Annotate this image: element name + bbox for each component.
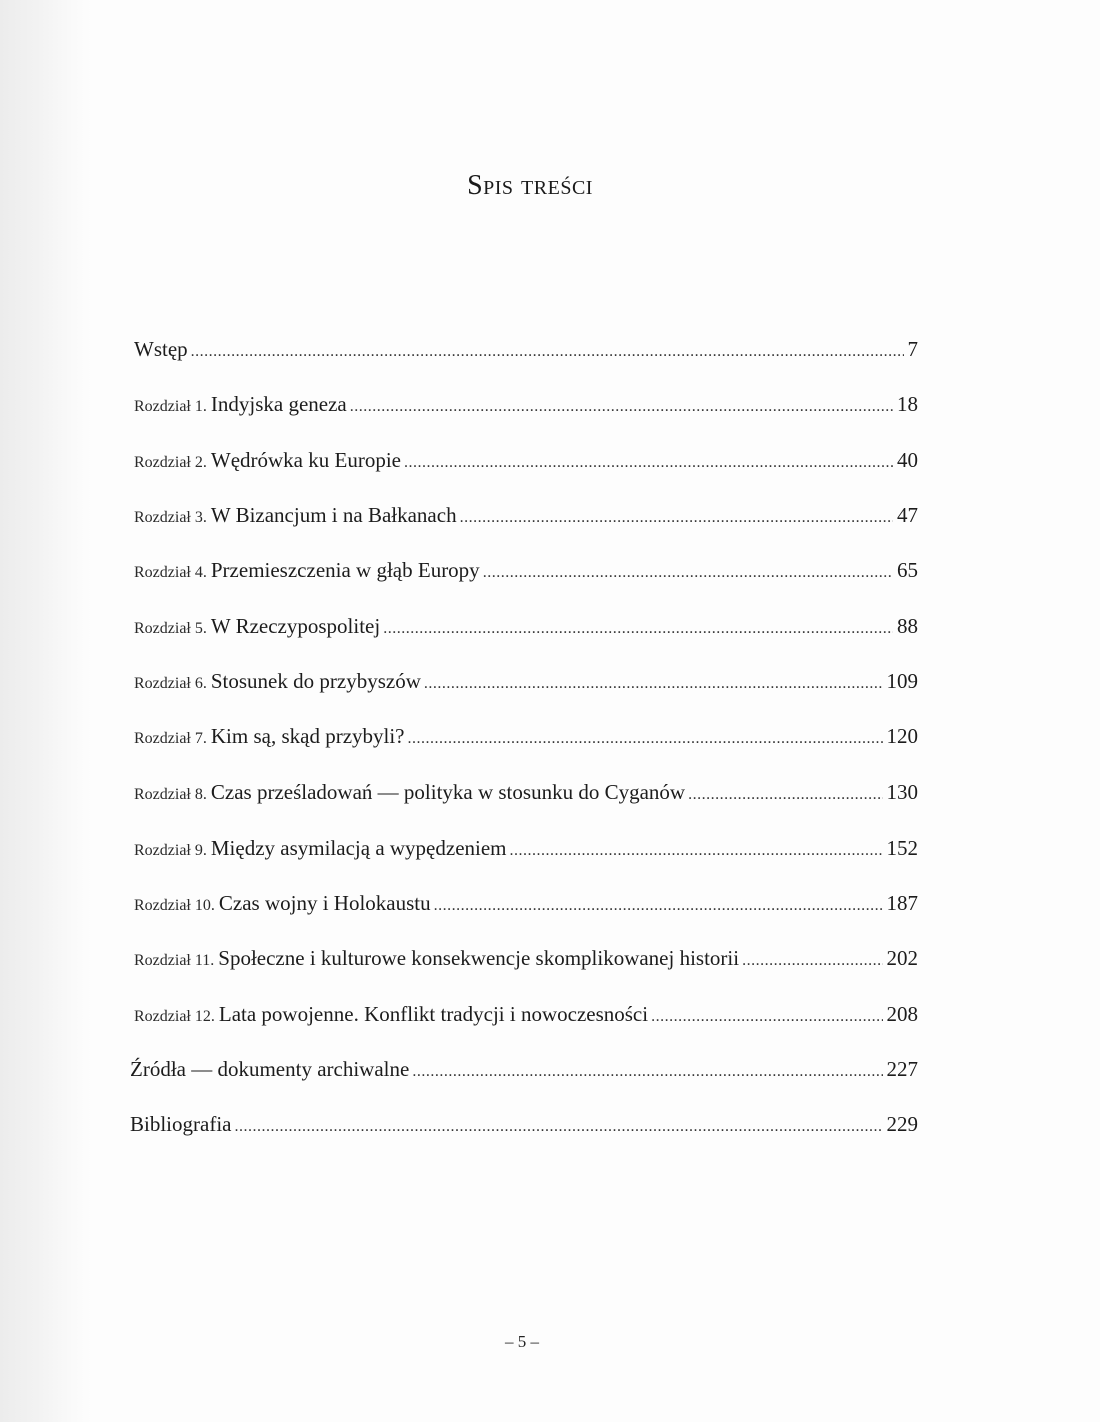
toc-entry-page: 47 [897, 503, 918, 527]
toc-entry-title: Bibliografia [130, 1112, 232, 1136]
toc-entry-prefix: Rozdział 8. [134, 786, 211, 803]
toc-entry-page: 152 [886, 836, 918, 860]
toc-entry-title: Czas wojny i Holokaustu [218, 891, 431, 915]
toc-dot-leader [460, 502, 893, 531]
toc-dot-leader [408, 723, 883, 752]
toc-entry [134, 554, 918, 586]
toc-entry-page: 40 [897, 448, 918, 472]
page-title: Spis treści [467, 170, 593, 201]
toc-entry-label [134, 444, 401, 476]
toc-dot-leader [412, 1056, 882, 1085]
toc-dot-leader [424, 668, 883, 697]
toc-dot-leader [742, 945, 882, 974]
toc-entry [134, 610, 918, 642]
toc-entry-title: Wędrówka ku Europie [210, 448, 401, 472]
toc-entry [130, 1108, 918, 1140]
toc-dot-leader [651, 1001, 882, 1030]
toc-entry-label [134, 720, 405, 752]
toc-entry-title: Indyjska geneza [210, 392, 347, 416]
toc-entry-label [134, 388, 347, 420]
toc-entry-prefix: Rozdział 10. [134, 897, 219, 914]
toc-entry [134, 832, 918, 864]
toc-entry-page: 65 [897, 558, 918, 582]
toc-dot-leader [350, 391, 893, 420]
toc-entry-page: 120 [886, 724, 918, 748]
toc-entry-label [134, 998, 648, 1030]
toc-dot-leader [191, 336, 904, 365]
toc-entry-label [130, 1108, 231, 1140]
toc-entry-page: 227 [886, 1057, 918, 1081]
toc-entry [134, 942, 918, 974]
toc-entry-page: 109 [886, 669, 918, 693]
toc-entry-page: 7 [907, 337, 918, 361]
toc-dot-leader [434, 890, 883, 919]
toc-dot-leader [688, 779, 882, 808]
toc-entry-label [130, 1053, 409, 1085]
toc-entry-page: 202 [886, 946, 918, 970]
toc-entry-title: Między asymilacją a wypędzeniem [210, 836, 507, 860]
toc-entry-label [134, 610, 380, 642]
toc-entry-label [134, 499, 457, 531]
toc-entry-page: 88 [897, 614, 918, 638]
toc-entry-title: Społeczne i kulturowe konsekwencje skomplikowanej historii [218, 946, 740, 970]
toc-entry-prefix: Rozdział 1. [134, 398, 211, 415]
toc-entry-page: 187 [886, 891, 918, 915]
toc-entry-prefix: Rozdział 2. [134, 454, 211, 471]
toc-entry-page: 18 [897, 392, 918, 416]
toc-entry-label [134, 942, 739, 974]
toc-entry-title: Stosunek do przybyszów [210, 669, 421, 693]
toc-entry-title: Przemieszczenia w głąb Europy [210, 558, 480, 582]
toc-entry-prefix: Rozdział 12. [134, 1008, 219, 1025]
toc-entry [134, 887, 918, 919]
toc-dot-leader [483, 557, 893, 586]
toc-entry [134, 720, 918, 752]
toc-entry-label [134, 665, 421, 697]
toc-entry-prefix: Rozdział 11. [134, 952, 219, 969]
toc-entry-label [134, 333, 188, 365]
toc-entry [134, 776, 918, 808]
toc-entry-label [134, 887, 431, 919]
toc-entry-title: Źródła — dokumenty archiwalne [130, 1057, 410, 1081]
toc-entry-prefix: Rozdział 7. [134, 730, 211, 747]
page-number: – 5 – [505, 1332, 539, 1351]
toc-entry-title: Kim są, skąd przybyli? [210, 724, 405, 748]
toc-entry-prefix: Rozdział 3. [134, 509, 211, 526]
toc-entry-title: W Rzeczypospolitej [210, 614, 381, 638]
toc-entry-title: Czas prześladowań — polityka w stosunku do Cyganów [210, 780, 686, 804]
toc-entry [134, 998, 918, 1030]
toc-entry [134, 665, 918, 697]
toc-entry [130, 1053, 918, 1085]
toc-entry-title: W Bizancjum i na Bałkanach [210, 503, 457, 527]
toc-entry [134, 444, 918, 476]
toc-entry [134, 333, 918, 365]
toc-entry-prefix: Rozdział 4. [134, 564, 211, 581]
toc-entry-label [134, 776, 685, 808]
toc-entry [134, 499, 918, 531]
toc-entry-page: 229 [886, 1112, 918, 1136]
toc-dot-leader [510, 835, 883, 864]
toc-entry-page: 208 [886, 1002, 918, 1026]
toc-dot-leader [383, 613, 893, 642]
toc-entry-label [134, 554, 480, 586]
toc-entry [134, 388, 918, 420]
toc-dot-leader [234, 1111, 882, 1140]
toc-entry-page: 130 [886, 780, 918, 804]
toc-entry-title: Wstęp [134, 337, 188, 361]
toc-entry-title: Lata powojenne. Konflikt tradycji i nowoczesności [218, 1002, 649, 1026]
toc-entry-prefix: Rozdział 9. [134, 842, 211, 859]
toc-entry-prefix: Rozdział 5. [134, 620, 211, 637]
toc-entry-prefix: Rozdział 6. [134, 675, 211, 692]
toc-entry-label [134, 832, 507, 864]
toc-dot-leader [404, 447, 893, 476]
